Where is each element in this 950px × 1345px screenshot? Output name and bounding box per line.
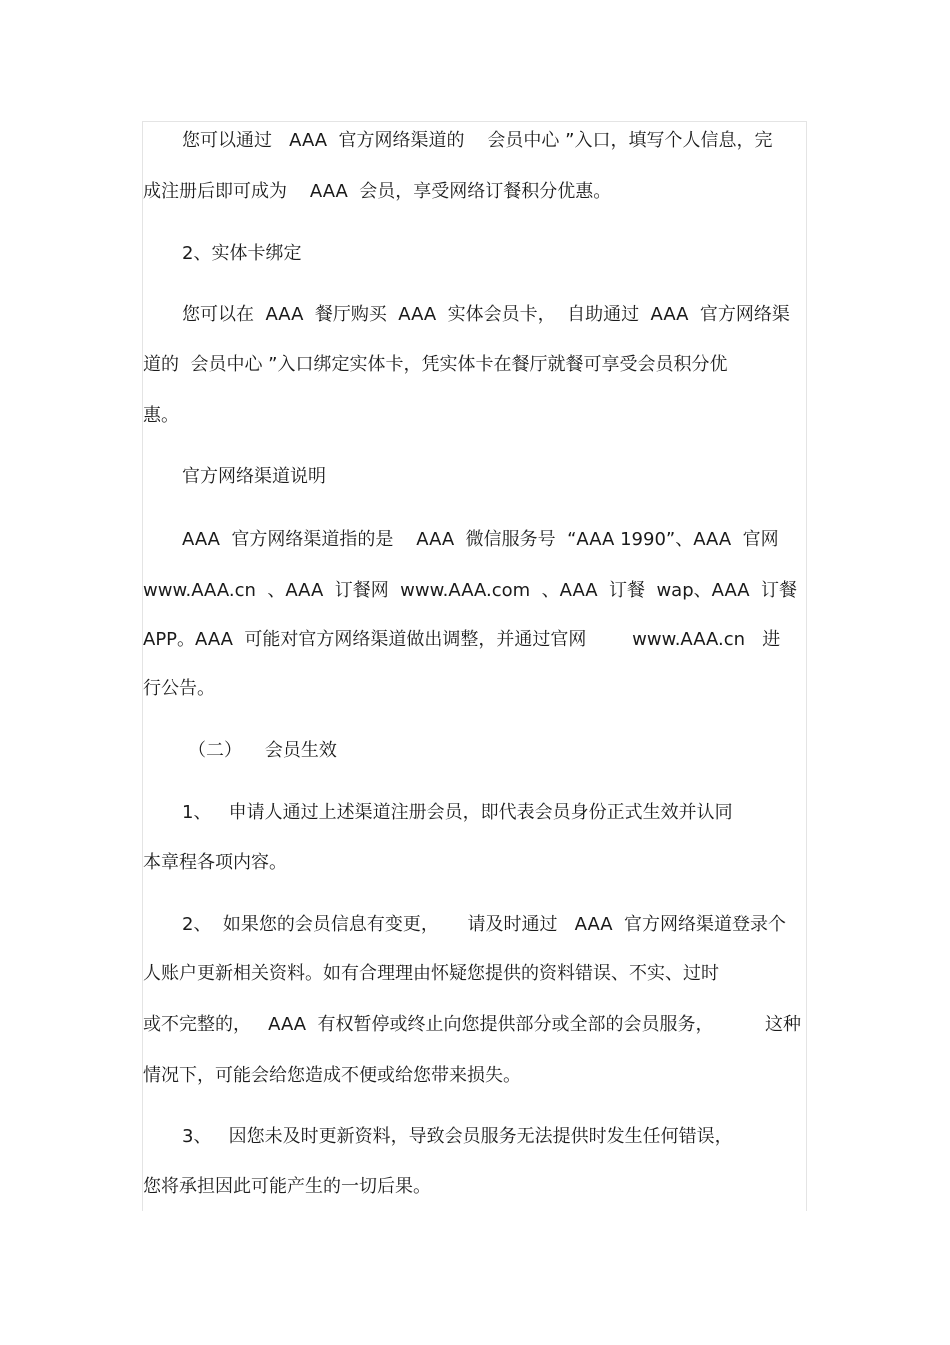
section-heading: 2、实体卡绑定 [182, 243, 302, 264]
paragraph-line: www.AAA.cn 、AAA 订餐网 www.AAA.com 、AAA 订餐 wap、AAA 订餐 [143, 580, 798, 601]
paragraph-line: APP。AAA 可能对官方网络渠道做出调整，并通过官网 www.AAA.cn 进 [143, 629, 781, 650]
paragraph-line: 您可以通过 AAA 官方网络渠道的 会员中心 ”入口，填写个人信息，完 [182, 130, 773, 151]
section-heading: （二） 会员生效 [188, 740, 337, 761]
paragraph-line: 本章程各项内容。 [143, 852, 287, 873]
paragraph-line: 行公告。 [143, 678, 215, 699]
paragraph-line: 成注册后即可成为 AAA 会员，享受网络订餐积分优惠。 [143, 181, 612, 202]
paragraph-line: 或不完整的， AAA 有权暂停或终止向您提供部分或全部的会员服务， 这种 [143, 1014, 802, 1035]
paragraph-line: 您将承担因此可能产生的一切后果。 [143, 1176, 431, 1197]
paragraph-line: 1、 申请人通过上述渠道注册会员，即代表会员身份正式生效并认同 [182, 802, 733, 823]
paragraph-line: 您可以在 AAA 餐厅购买 AAA 实体会员卡， 自助通过 AAA 官方网络渠 [182, 304, 790, 325]
paragraph-line: 2、 如果您的会员信息有变更， 请及时通过 AAA 官方网络渠道登录个 [182, 914, 787, 935]
page-frame [142, 121, 807, 1211]
paragraph-line: 3、 因您未及时更新资料，导致会员服务无法提供时发生任何错误， [182, 1126, 733, 1147]
paragraph-line: 惠。 [143, 405, 179, 426]
paragraph-line: 情况下，可能会给您造成不便或给您带来损失。 [143, 1065, 521, 1086]
paragraph-line: AAA 官方网络渠道指的是 AAA 微信服务号 “AAA 1990”、AAA 官网 [182, 529, 779, 550]
section-heading: 官方网络渠道说明 [182, 466, 326, 487]
paragraph-line: 道的 会员中心 ”入口绑定实体卡，凭实体卡在餐厅就餐可享受会员积分优 [143, 354, 728, 375]
paragraph-line: 人账户更新相关资料。如有合理理由怀疑您提供的资料错误、不实、过时 [143, 963, 719, 984]
